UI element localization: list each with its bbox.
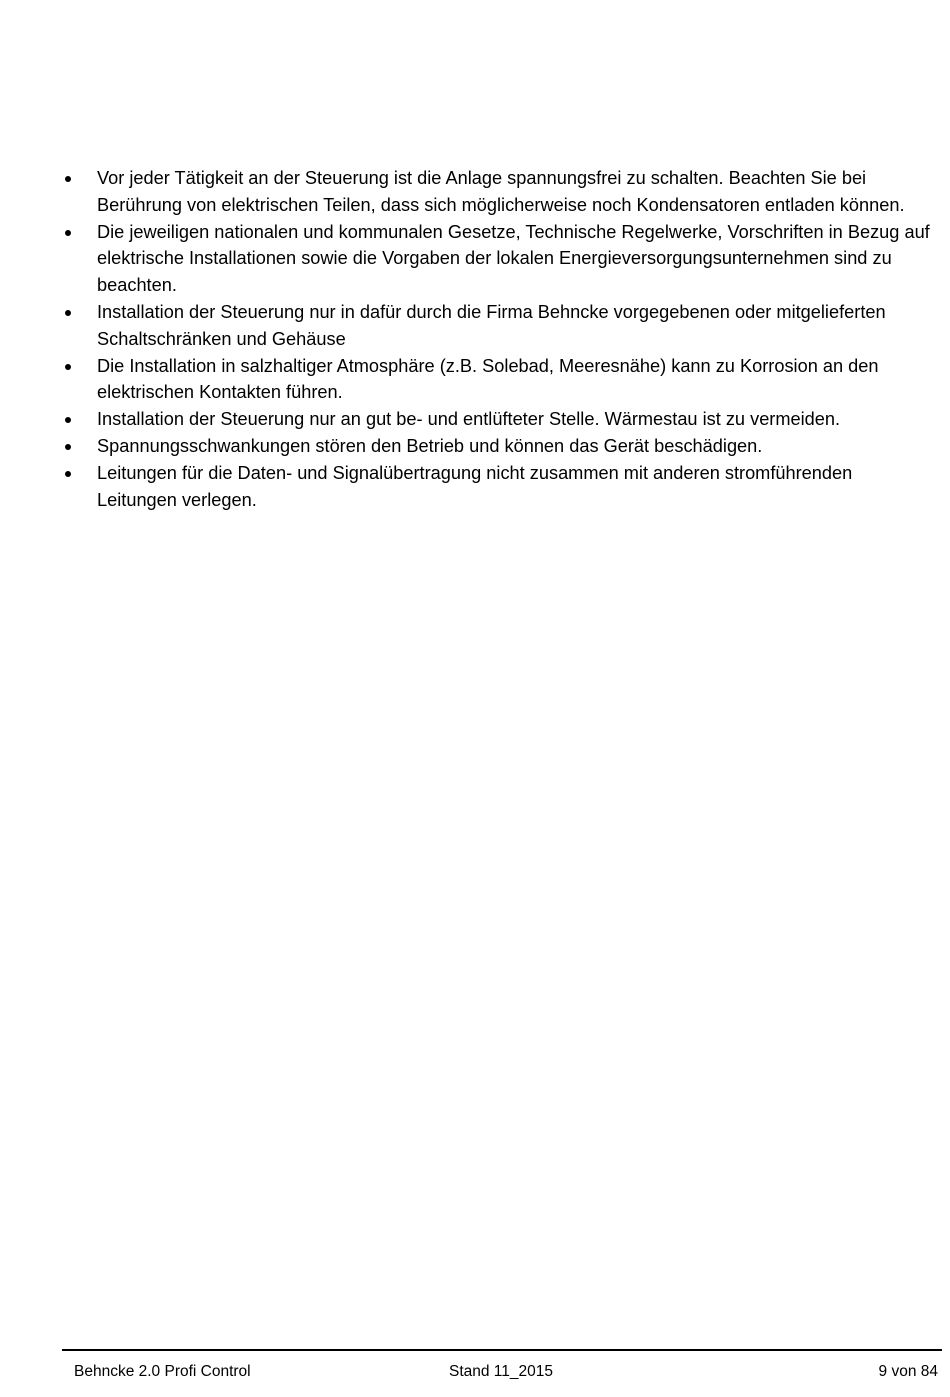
safety-instructions-list <box>0 165 950 513</box>
list-item <box>0 165 950 219</box>
bullet-icon <box>65 230 71 236</box>
list-item-text: Spannungsschwankungen stören den Betrieb und können das Gerät beschädigen. <box>97 435 763 456</box>
bullet-icon <box>65 364 71 370</box>
bullet-icon <box>65 417 71 423</box>
list-item <box>0 406 950 433</box>
bullet-icon <box>65 310 71 316</box>
footer-document-title: Behncke 2.0 Profi Control <box>74 1363 251 1380</box>
list-item-text: Leitungen für die Daten- und Signalübertragung nicht zusammen mit anderen stromführenden Leitungen verlegen. <box>97 462 853 510</box>
list-item-text: Installation der Steuerung nur in dafür durch die Firma Behncke vorgegebenen oder mitgelieferten Schaltschränken und Gehäuse <box>97 301 886 349</box>
bullet-icon <box>65 471 71 477</box>
bullet-icon <box>65 444 71 450</box>
list-item-text: Die Installation in salzhaltiger Atmosphäre (z.B. Solebad, Meeresnähe) kann zu Korrosion an den elektrischen Kontakten führen. <box>97 355 879 403</box>
footer-page-number: 9 von 84 <box>878 1363 938 1380</box>
footer-divider <box>62 1349 942 1351</box>
list-item <box>0 299 950 353</box>
list-item <box>0 353 950 407</box>
list-item-text: Vor jeder Tätigkeit an der Steuerung ist die Anlage spannungsfrei zu schalten. Beachten Sie bei Berührung von elektrischen Teilen, dass sich möglicherweise noch Kondensatoren entladen können. <box>97 168 905 215</box>
footer-revision: Stand 11_2015 <box>449 1363 554 1380</box>
list-item <box>0 219 950 299</box>
bullet-icon <box>65 176 71 182</box>
list-item <box>0 460 950 514</box>
list-item <box>0 433 950 460</box>
list-item-text: Die jeweiligen nationalen und kommunalen Gesetze, Technische Regelwerke, Vorschriften in Bezug auf elektrische Installationen sowie die Vorgaben der lokalen Energieversorgungsunternehmen sind zu beachten. <box>97 221 930 296</box>
list-item-text: Installation der Steuerung nur an gut be- und entlüfteter Stelle. Wärmestau ist zu vermeiden. <box>97 409 841 430</box>
